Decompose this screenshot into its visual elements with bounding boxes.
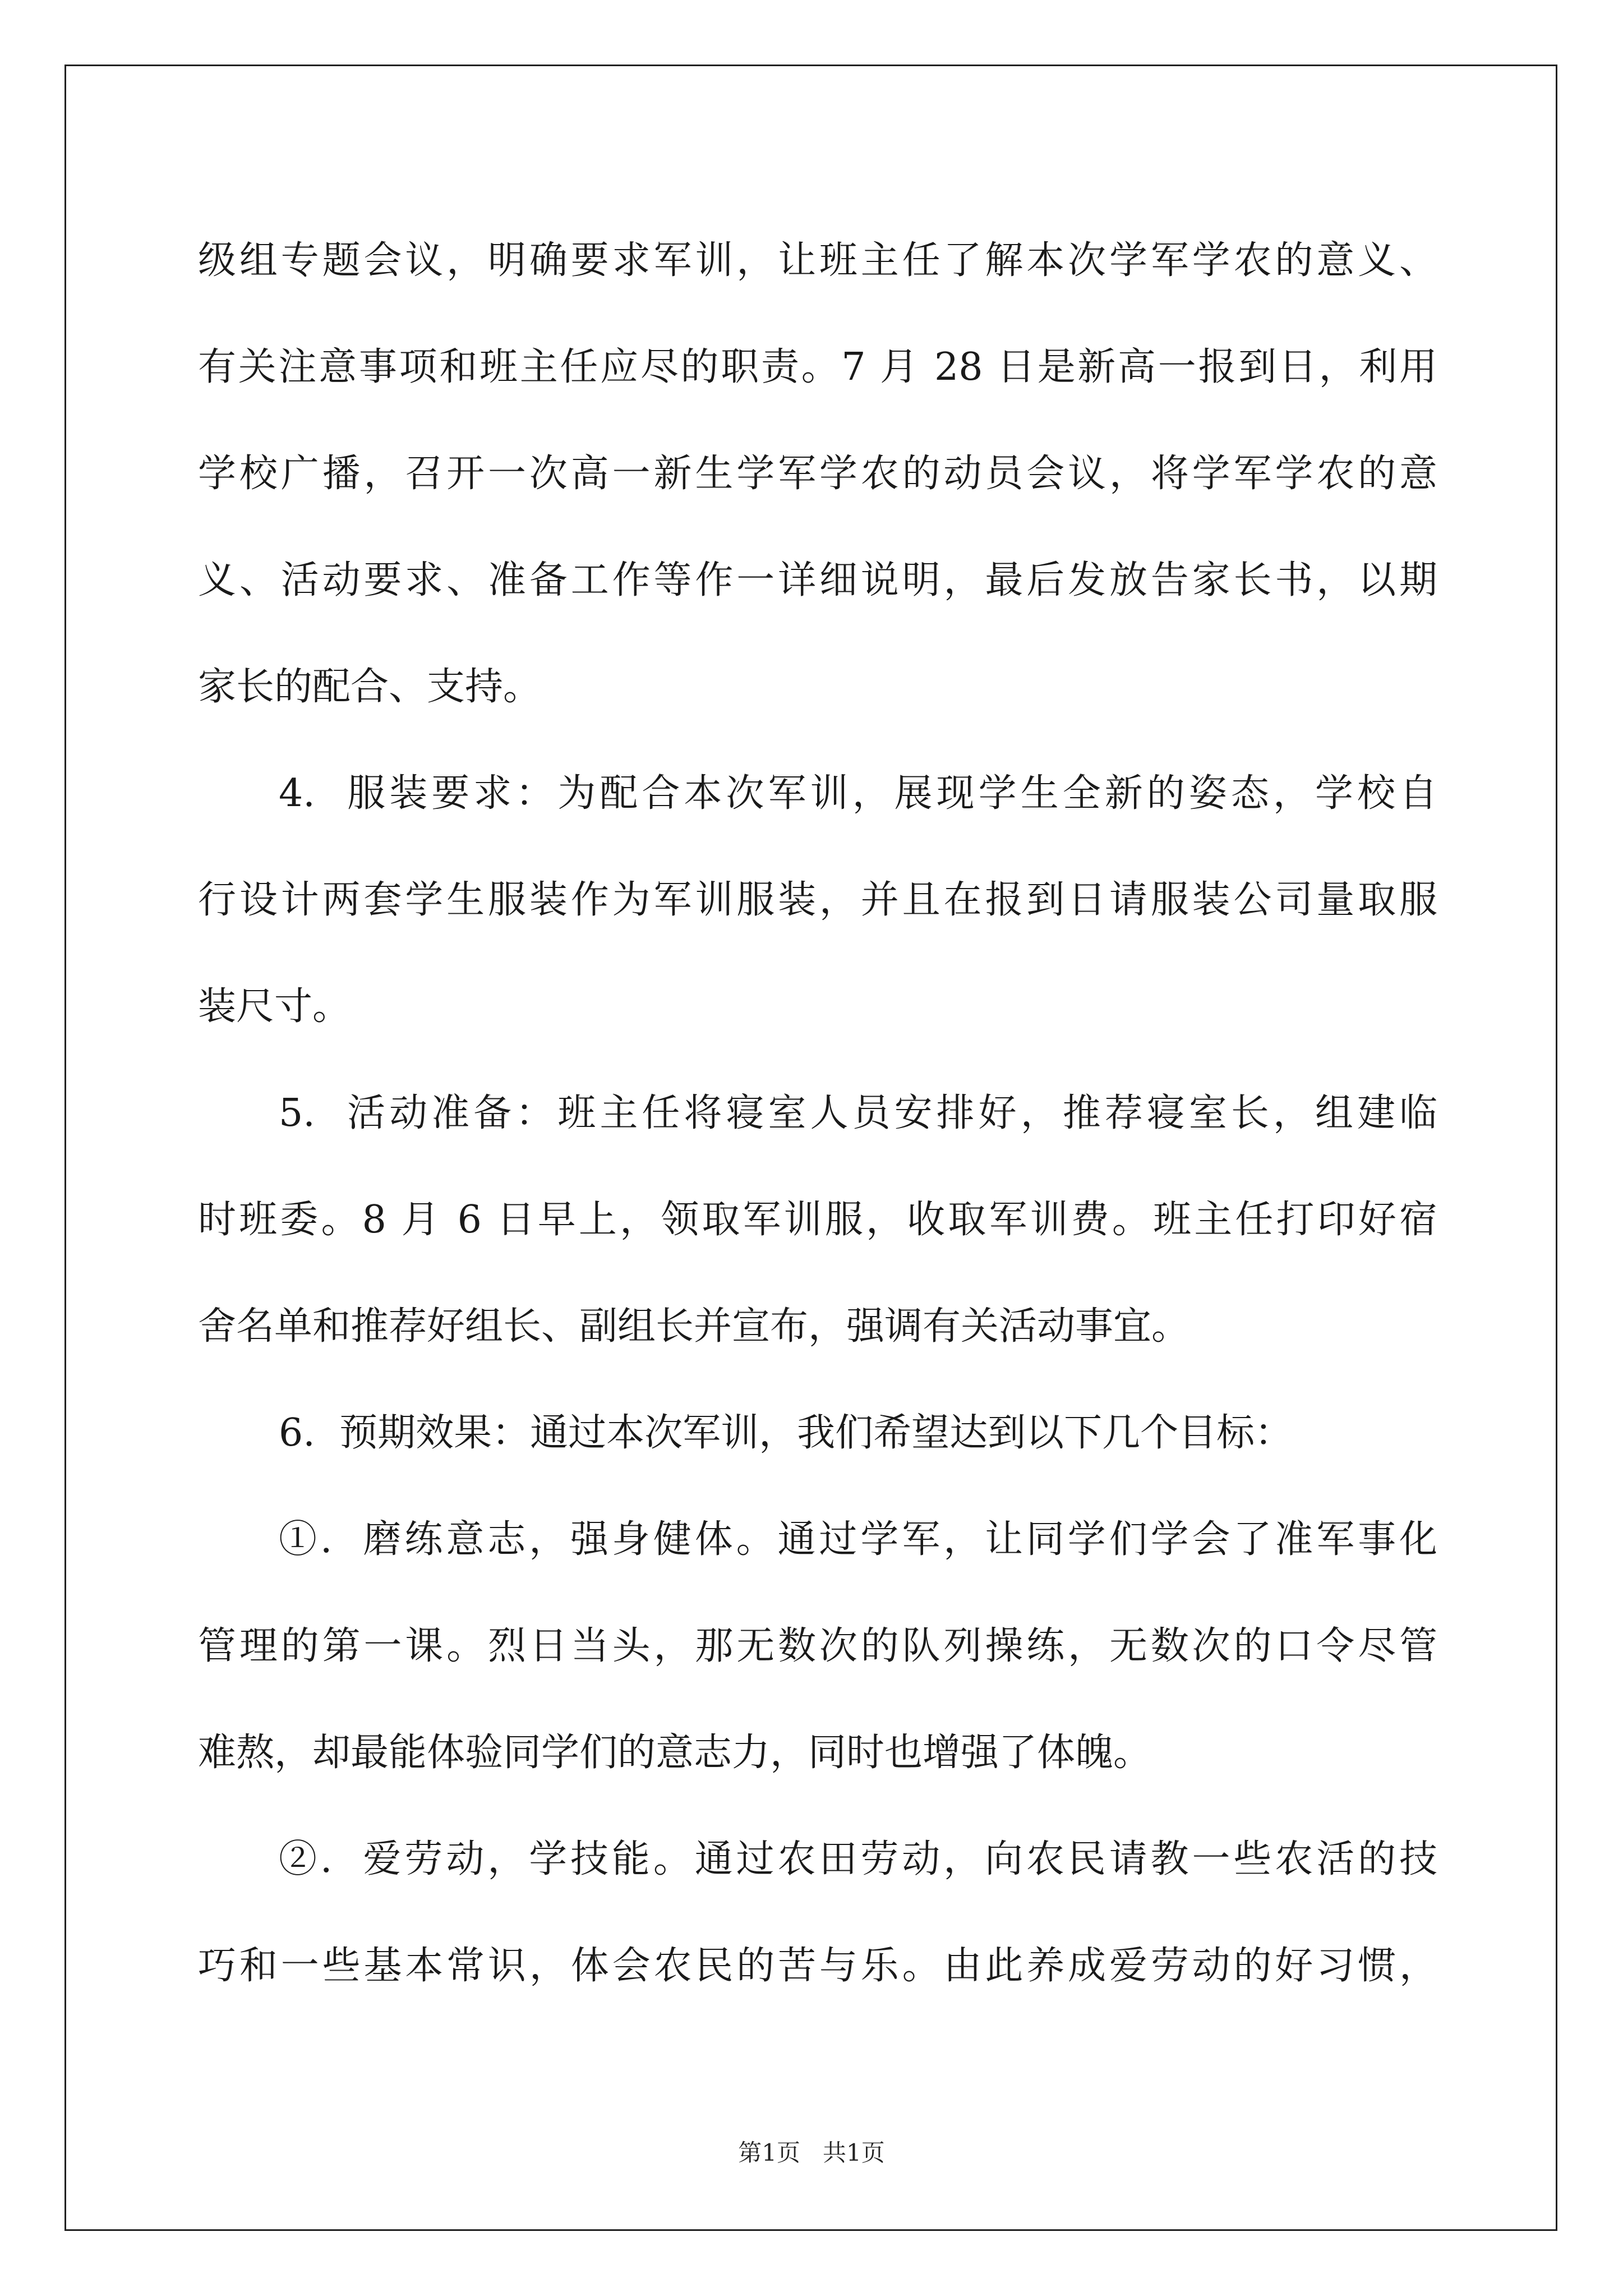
text-line: 舍名单和推荐好组长、副组长并宣布，强调有关活动事宜。 (198, 1304, 1190, 1349)
text-line: 6. 预期效果：通过本次军训，我们希望达到以下几个目标： (279, 1411, 1293, 1455)
paragraph (198, 1060, 1437, 1380)
text-line: 巧和一些基本常识，体会农民的苦与乐。由此养成爱劳动的好习惯， (198, 1944, 1437, 1988)
text-line: 行设计两套学生服装作为军训服装，并且在报到日请服装公司量取服 (198, 878, 1437, 922)
text-line: 级组专题会议，明确要求军训，让班主任了解本次学军学农的意义、 (198, 238, 1437, 283)
text-line: 4. 服装要求：为配合本次军训，展现学生全新的姿态，学校自 (279, 771, 1437, 816)
text-line: 有关注意事项和班主任应尽的职责。7 月 28 日是新高一报到日，利用 (198, 345, 1437, 389)
text-line: 管理的第一课。烈日当头，那无数次的队列操练，无数次的口令尽管 (198, 1624, 1437, 1668)
page-number: 第1页 共1页 (738, 2139, 885, 2166)
paragraph (198, 1806, 1437, 2019)
text-line: 义、活动要求、准备工作等作一详细说明，最后发放告家长书，以期 (198, 558, 1437, 602)
text-line: 5. 活动准备：班主任将寝室人员安排好，推荐寝室长，组建临 (279, 1091, 1437, 1135)
paragraph (198, 1380, 1437, 1487)
text-line: ①. 磨练意志，强身健体。通过学军，让同学们学会了准军事化 (279, 1517, 1437, 1562)
text-line: 难熬，却最能体验同学们的意志力，同时也增强了体魄。 (198, 1731, 1152, 1775)
text-line: 装尺寸。 (198, 984, 351, 1029)
paragraph (198, 208, 1437, 740)
text-line: 家长的配合、支持。 (198, 665, 542, 709)
text-line: 学校广播，召开一次高一新生学军学农的动员会议，将学军学农的意 (198, 452, 1437, 496)
document-body (198, 208, 1437, 2019)
text-line: 时班委。8 月 6 日早上，领取军训服，收取军训费。班主任打印好宿 (198, 1198, 1437, 1242)
paragraph (198, 1487, 1437, 1806)
paragraph (198, 740, 1437, 1060)
text-line: ②. 爱劳动，学技能。通过农田劳动，向农民请教一些农活的技 (279, 1837, 1437, 1881)
